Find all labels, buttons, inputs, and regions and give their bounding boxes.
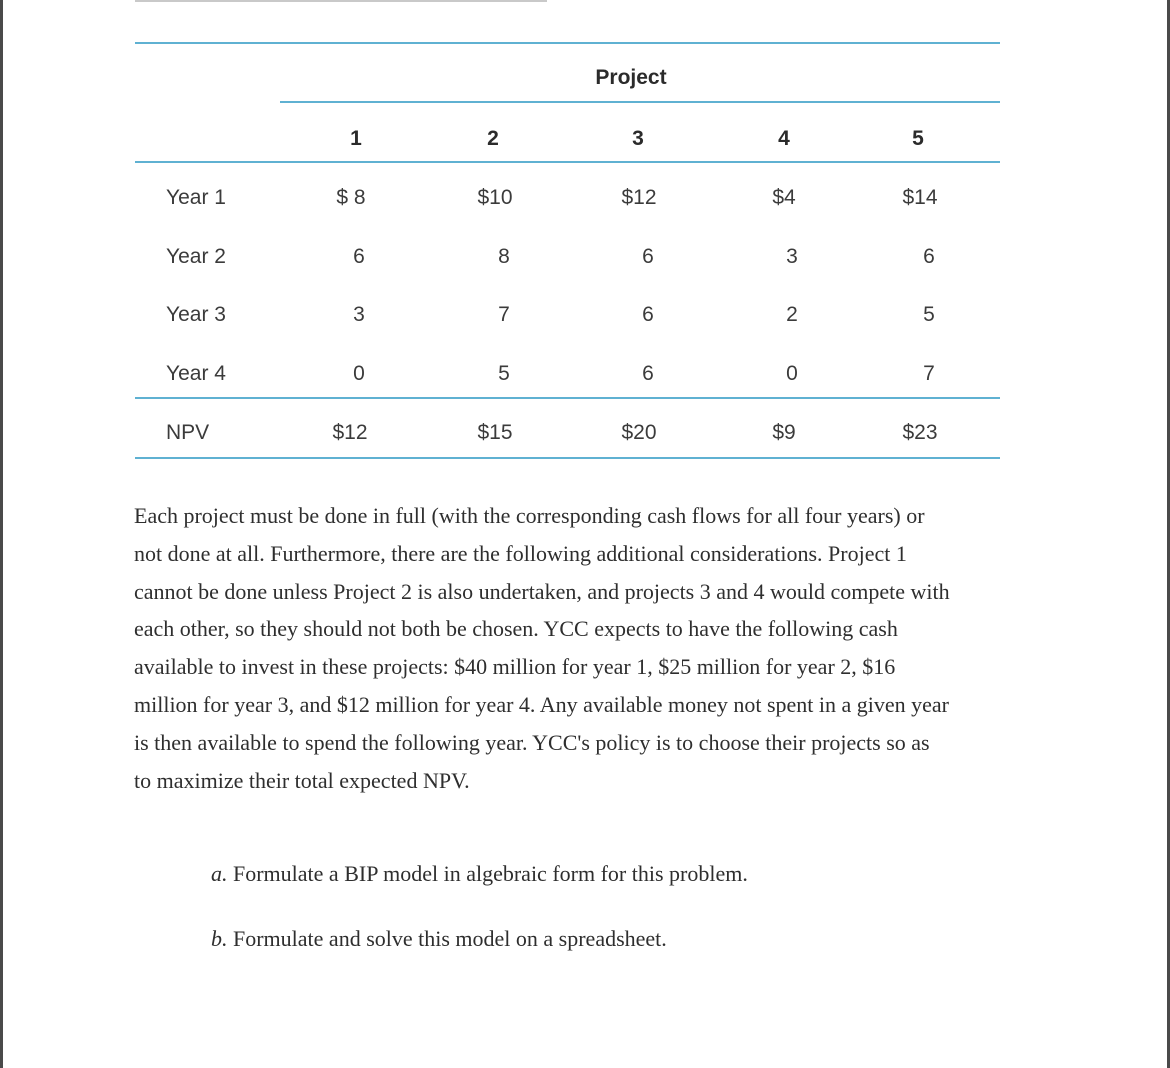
table-top-rule: [135, 42, 1000, 44]
paragraph-line: Each project must be done in full (with the corresponding cash flows for all four years) or: [134, 503, 925, 528]
paragraph-line: available to invest in these projects: $40 million for year 1, $25 million for year 2, $16: [134, 654, 896, 680]
table-cell: 3: [786, 245, 798, 268]
table-cell: 6: [642, 303, 654, 326]
table-cell: 6: [642, 362, 654, 385]
project-number-5: 5: [912, 127, 924, 150]
problem-description: [134, 497, 1079, 799]
table-cell: 5: [498, 362, 510, 385]
page-frame-left: [0, 0, 3, 1068]
paragraph-line: each other, so they should not both be chosen. YCC expects to have the following cash: [134, 616, 898, 642]
table-cell: $4: [772, 186, 796, 209]
table-cell: 7: [923, 362, 935, 385]
table-cell: 6: [923, 245, 935, 268]
table-cell: $ 8: [336, 186, 366, 209]
npv-cell: $23: [902, 421, 938, 444]
table-cell: 8: [498, 245, 510, 268]
row-label: Year 2: [166, 245, 226, 268]
row-label: Year 1: [166, 186, 226, 209]
table-cell: 6: [353, 245, 365, 268]
npv-top-rule: [135, 397, 1000, 399]
table-cell: 3: [353, 303, 365, 326]
question-a: [211, 861, 748, 887]
npv-cell: $20: [621, 421, 657, 444]
table-cell: 0: [353, 362, 365, 385]
table-cell: 5: [923, 303, 935, 326]
table-cell: $10: [477, 186, 513, 209]
project-header-rule: [280, 101, 1000, 103]
project-number-3: 3: [632, 127, 644, 150]
question-a-label: a.: [211, 861, 228, 886]
table-cell: $14: [902, 186, 938, 209]
question-a-text: Formulate a BIP model in algebraic form for this problem.: [233, 861, 748, 886]
cropped-text-remnant: [135, 0, 547, 2]
npv-cell: $9: [772, 421, 796, 444]
row-label: Year 4: [166, 362, 226, 385]
npv-cell: $12: [332, 421, 368, 444]
question-b: [211, 926, 667, 952]
row-label: Year 3: [166, 303, 226, 326]
table-cell: 0: [786, 362, 798, 385]
table-cell: 6: [642, 245, 654, 268]
paragraph-line: million for year 3, and $12 million for year 4. Any available money not spent in a given year: [134, 691, 950, 717]
table-cell: $12: [621, 186, 657, 209]
question-b-label: b.: [211, 926, 228, 951]
npv-cell: $15: [477, 421, 513, 444]
table-cell: 2: [786, 303, 798, 326]
table-cell: 7: [498, 303, 510, 326]
question-b-text: Formulate and solve this model on a spreadsheet.: [233, 926, 667, 951]
npv-label: NPV: [166, 421, 210, 444]
project-group-header: Project: [595, 66, 667, 89]
paragraph-line: to maximize their total expected NPV.: [134, 767, 470, 793]
table-bottom-rule: [135, 457, 1000, 459]
project-number-1: 1: [350, 127, 362, 150]
paragraph-line: cannot be done unless Project 2 is also undertaken, and projects 3 and 4 would compete with: [134, 578, 950, 604]
header-bottom-rule: [135, 161, 1000, 163]
project-number-4: 4: [778, 127, 790, 150]
paragraph-line: not done at all. Furthermore, there are the following additional considerations. Project 1: [134, 540, 907, 566]
project-number-2: 2: [487, 127, 499, 150]
paragraph-line: is then available to spend the following year. YCC's policy is to choose their projects so as: [134, 729, 930, 755]
